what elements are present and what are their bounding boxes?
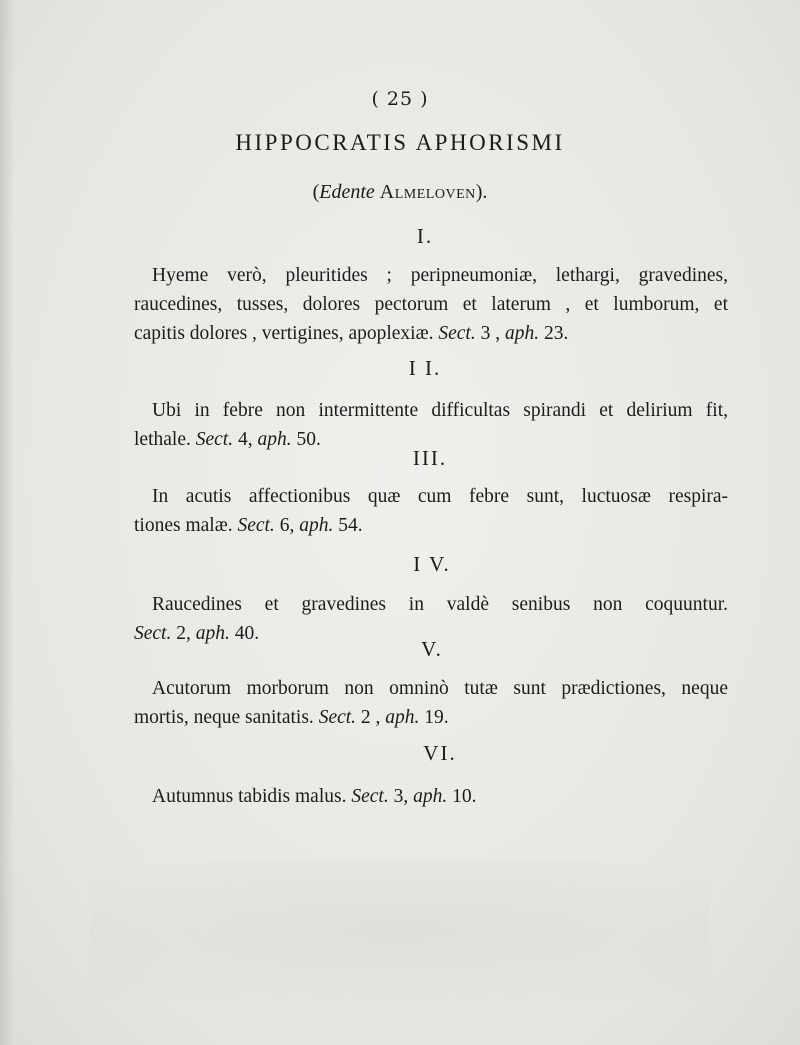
aph-label: aph. — [385, 707, 420, 728]
page-subtitle — [0, 181, 800, 204]
sect-label: Sect. — [318, 707, 357, 728]
show-through-shadow — [90, 860, 710, 1000]
aphorism-numeral: VI. — [423, 741, 457, 765]
sect-number: 4, — [237, 429, 253, 450]
page-title: HIPPOCRATIS APHORISMI — [235, 130, 565, 155]
aphorism-numeral: I. — [416, 224, 434, 248]
aphorism-line-last — [134, 511, 728, 540]
page-number: ( 25 ) — [371, 88, 429, 110]
subtitle-edente: Edente — [319, 181, 375, 203]
sect-number: 2 — [360, 707, 371, 728]
subtitle-editor-name: Almeloven — [379, 181, 476, 203]
aph-label: aph. — [257, 429, 292, 450]
aph-label: aph. — [413, 786, 448, 807]
aphorism-numeral: I V. — [413, 552, 451, 576]
aphorism-text — [134, 782, 728, 811]
aph-label: aph. — [195, 623, 230, 644]
aph-number: 10. — [452, 786, 477, 807]
aph-number: 19. — [424, 707, 449, 728]
sect-number: 6, — [279, 515, 295, 536]
aphorism-text — [134, 482, 728, 540]
aphorism-text — [134, 261, 728, 348]
sect-label: Sect. — [237, 515, 275, 536]
aphorism-line: In acutis affectionibus quæ cum febre sunt, luctuosæ respira- — [152, 486, 728, 507]
aphorism-line-text: mortis, neque sanitatis. — [134, 707, 314, 728]
subtitle-open: ( — [312, 181, 320, 203]
aphorism-numeral: V. — [421, 637, 443, 661]
aphorism-line-text: capitis dolores , vertigines, apoplexiæ. — [134, 323, 434, 344]
aphorism-numeral: I I. — [408, 356, 442, 380]
sect-number: 2, — [176, 623, 191, 644]
aphorism-line: raucedines, tusses, dolores pectorum et laterum , et lumborum, et — [134, 294, 728, 315]
sect-label: Sect. — [438, 323, 476, 344]
aphorism-text — [134, 674, 728, 732]
sect-number: 3, — [393, 786, 409, 807]
page-edge-shadow — [0, 0, 14, 1045]
sect-number: 3 — [480, 323, 491, 344]
aphorism-line: Hyeme verò, pleuritides ; peripneumoniæ, lethargi, gravedines, — [152, 265, 728, 286]
aph-number: 40. — [234, 623, 260, 644]
aphorism-line-last: mortis, neque sanitatis. Sect. 2 , aph. 19. — [134, 707, 449, 728]
aphorism-line-text: Autumnus tabidis malus. — [152, 786, 347, 807]
sect-label: Sect. — [195, 429, 234, 450]
sect-label: Sect. — [351, 786, 389, 807]
aphorism-line-text: tiones malæ. — [134, 515, 233, 536]
aphorism-line-last: capitis dolores , vertigines, apoplexiæ. Sect. 3 , aph. 23. — [134, 323, 569, 344]
aph-number: 50. — [296, 429, 321, 450]
sect-label: Sect. — [134, 623, 172, 644]
aph-number: 54. — [338, 515, 363, 536]
aph-label: aph. — [504, 323, 540, 344]
aphorism-line: Raucedines et gravedines in valdè senibus non coquuntur. — [152, 594, 728, 615]
aph-label: aph. — [299, 515, 334, 536]
aphorism-line: Acutorum morborum non omninò tutæ sunt prædictiones, neque — [152, 678, 728, 699]
aph-number: 23. — [543, 323, 569, 344]
aphorism-numeral: III. — [412, 446, 448, 470]
subtitle-close: ). — [475, 181, 488, 203]
aphorism-line-text: lethale. — [134, 429, 191, 450]
aphorism-line: Ubi in febre non intermittente difficultas spirandi et delirium fit, — [152, 400, 728, 421]
aphorism-line-last — [134, 782, 728, 811]
